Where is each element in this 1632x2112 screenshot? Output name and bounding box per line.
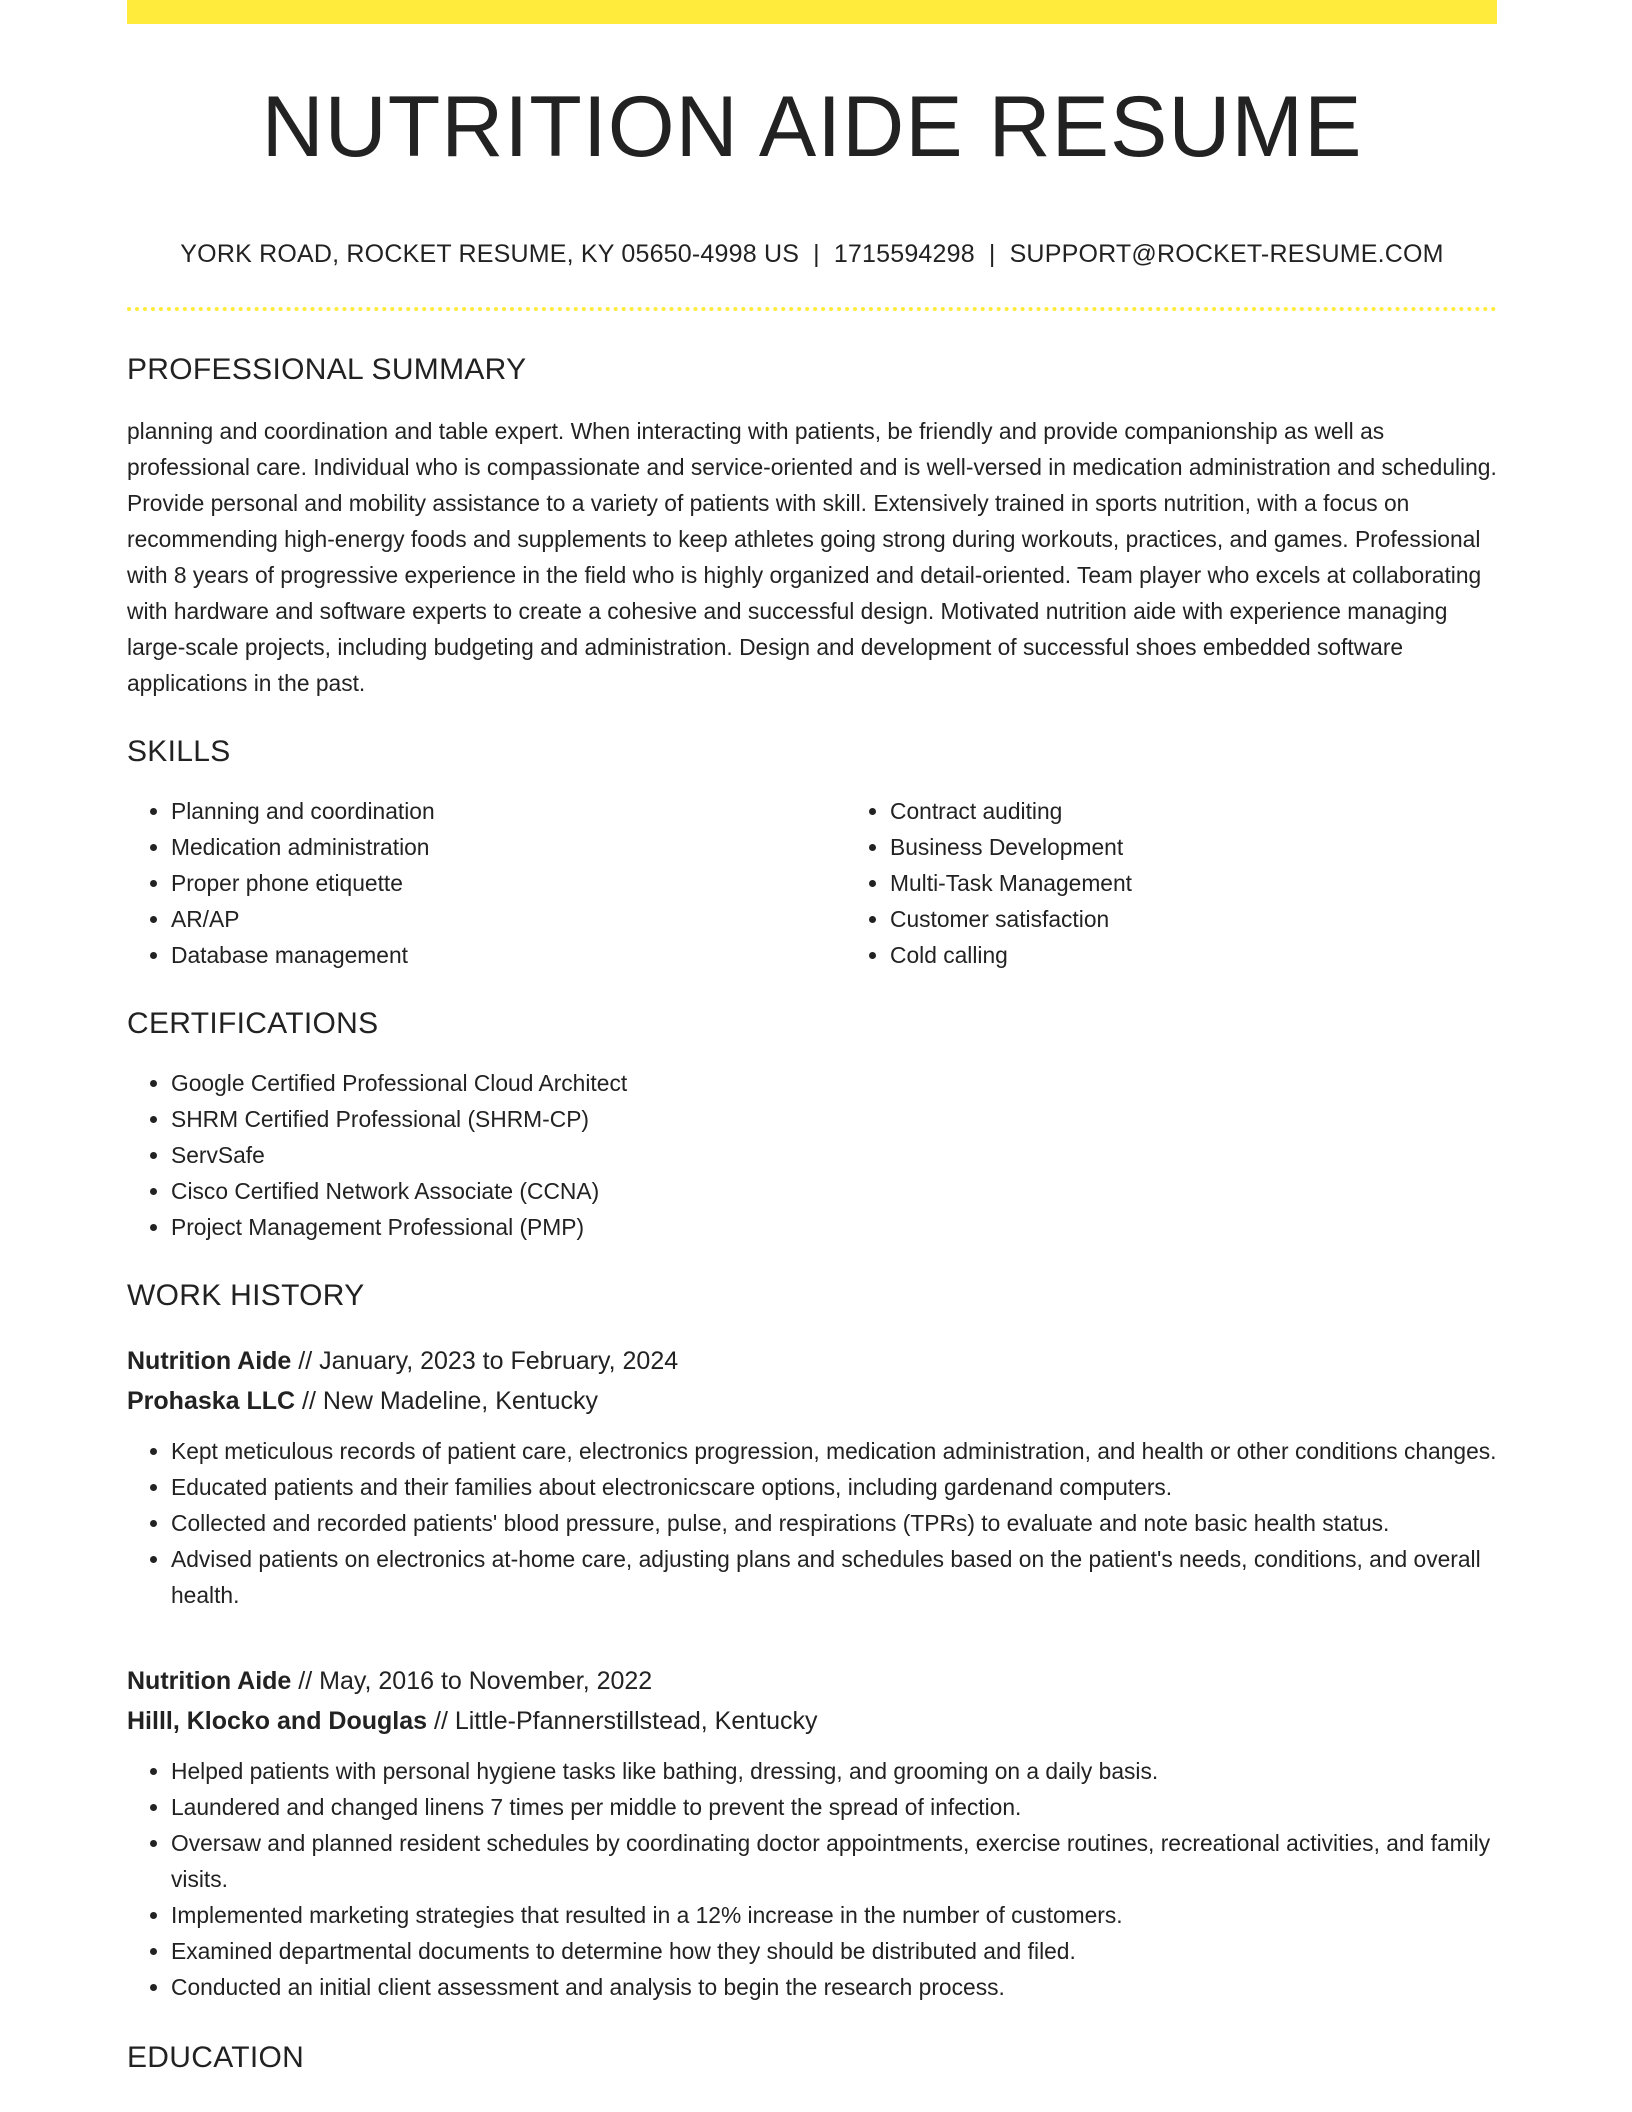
job-bullets xyxy=(127,1433,1497,1613)
skill-item: • Business Development xyxy=(890,829,1565,865)
job-company-line xyxy=(127,1701,1497,1741)
job-company: Prohaska LLC xyxy=(127,1387,296,1415)
job-title-line xyxy=(127,1341,1497,1381)
contact-email: SUPPORT@ROCKET-RESUME.COM xyxy=(1009,240,1444,268)
contact-separator: | xyxy=(988,240,996,268)
certification-item: • SHRM Certified Professional (SHRM-CP) xyxy=(171,1101,1497,1137)
contact-separator: | xyxy=(813,240,820,268)
skills-list-right xyxy=(846,793,1565,973)
job-bullet: • Advised patients on electronics at-home care, adjusting plans and schedules based on the patient's needs, conditions, and overall health. xyxy=(171,1541,1497,1613)
job-company: Hilll, Klocko and Douglas xyxy=(127,1707,428,1735)
job-location: // Little-Pfannerstillstead, Kentucky xyxy=(427,1707,818,1735)
job-bullet: • Educated patients and their families about electronicscare options, including gardenand computers. xyxy=(171,1469,1497,1505)
job-bullet: • Helped patients with personal hygiene tasks like bathing, dressing, and grooming on a daily basis. xyxy=(171,1753,1497,1789)
job-entry xyxy=(127,1341,1497,1613)
job-location: // New Madeline, Kentucky xyxy=(295,1387,599,1415)
skill-item: • Database management xyxy=(171,937,846,973)
job-title: Nutrition Aide xyxy=(127,1667,292,1695)
skill-item: • Planning and coordination xyxy=(171,793,846,829)
certification-item: • Cisco Certified Network Associate (CCNA) xyxy=(171,1173,1497,1209)
certification-item: • Project Management Professional (PMP) xyxy=(171,1209,1497,1245)
contact-line xyxy=(127,240,1497,269)
certifications-list xyxy=(127,1065,1497,1245)
job-bullet: • Oversaw and planned resident schedules by coordinating doctor appointments, exercise routines, recreational activities, and family visits. xyxy=(171,1825,1497,1897)
job-bullet: • Examined departmental documents to determine how they should be distributed and filed. xyxy=(171,1933,1497,1969)
skill-item: • Cold calling xyxy=(890,937,1565,973)
job-title: Nutrition Aide xyxy=(127,1347,292,1375)
skill-item: • Medication administration xyxy=(171,829,846,865)
job-company-line xyxy=(127,1381,1497,1421)
job-bullet: • Collected and recorded patients' blood pressure, pulse, and respirations (TPRs) to evaluate and note basic health status. xyxy=(171,1505,1497,1541)
skill-item: • Contract auditing xyxy=(890,793,1565,829)
contact-address: YORK ROAD, ROCKET RESUME, KY 05650-4998 US xyxy=(180,240,800,268)
header-divider xyxy=(127,307,1497,311)
summary-text: planning and coordination and table expert. When interacting with patients, be friendly and provide companionship as well as professional care. Individual who is compassionate and service-oriented and is well-versed in medication administration and scheduling. Provide personal and mobility assistance to a variety of patients with skill. Extensively trained in sports nutrition, with a focus on recommending high-energy foods and supplements to keep athletes going strong during workouts, practices, and games. Professional with 8 years of progressive experience in the field who is highly organized and detail-oriented. Team player who excels at collaborating with hardware and software experts to create a cohesive and successful design. Motivated nutrition aide with experience managing large-scale projects, including budgeting and administration. Design and development of successful shoes embedded software applications in the past. xyxy=(127,418,1497,696)
education-heading: EDUCATION xyxy=(127,2041,305,2074)
skills-heading: SKILLS xyxy=(127,735,231,768)
job-bullets xyxy=(127,1753,1497,2005)
job-bullet: • Conducted an initial client assessment and analysis to begin the research process. xyxy=(171,1969,1497,2005)
work-history-heading: WORK HISTORY xyxy=(127,1279,365,1312)
job-dates: // May, 2016 to November, 2022 xyxy=(291,1667,653,1695)
job-dates: // January, 2023 to February, 2024 xyxy=(291,1347,679,1375)
job-entry xyxy=(127,1661,1497,2005)
skills-grid xyxy=(127,793,1497,973)
job-bullet: • Laundered and changed linens 7 times per middle to prevent the spread of infection. xyxy=(171,1789,1497,1825)
skill-item: • AR/AP xyxy=(171,901,846,937)
skill-item: • Proper phone etiquette xyxy=(171,865,846,901)
skill-item: • Multi-Task Management xyxy=(890,865,1565,901)
certification-item: • ServSafe xyxy=(171,1137,1497,1173)
skills-list-left xyxy=(127,793,846,973)
job-bullet: • Implemented marketing strategies that resulted in a 12% increase in the number of customers. xyxy=(171,1897,1497,1933)
job-title-line xyxy=(127,1661,1497,1701)
job-bullet: • Kept meticulous records of patient care, electronics progression, medication administration, and health or other conditions changes. xyxy=(171,1433,1497,1469)
certification-item: • Google Certified Professional Cloud Architect xyxy=(171,1065,1497,1101)
resume-title: NUTRITION AIDE RESUME xyxy=(261,79,1363,175)
resume-page xyxy=(127,0,1497,2112)
certifications-heading: CERTIFICATIONS xyxy=(127,1007,379,1040)
contact-phone: 1715594298 xyxy=(833,240,975,268)
summary-heading: PROFESSIONAL SUMMARY xyxy=(127,353,527,386)
skill-item: • Customer satisfaction xyxy=(890,901,1565,937)
top-accent-bar xyxy=(127,0,1497,24)
